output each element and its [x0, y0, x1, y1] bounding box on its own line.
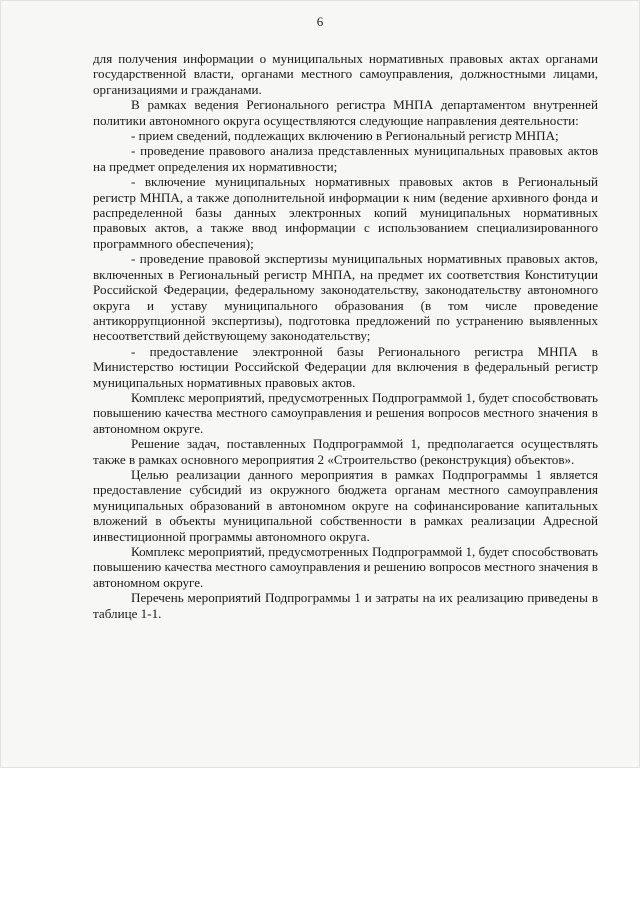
paragraph-table-reference: Перечень мероприятий Подпрограммы 1 и затраты на их реализацию приведены в таблице 1-1.: [93, 590, 598, 621]
list-item-electronic-base: - предоставление электронной базы Регионального регистра МНПА в Министерство юстиции Российской Федерации для включения в федеральный регистр муниципальных нормативных правовых актов.: [93, 343, 598, 390]
paragraph-register-intro: В рамках ведения Регионального регистра МНПА департаментом внутренней политики автономного округа осуществляются следующие направления деятельности:: [93, 97, 598, 128]
paragraph-continuation: для получения информации о муниципальных нормативных правовых актах органами государственной власти, органами местного самоуправления, должностными лицами, организациями и гражданами.: [93, 51, 598, 97]
paragraph-complex-measures: Комплекс мероприятий, предусмотренных Подпрограммой 1, будет способствовать повышению качества местного самоуправления и решения вопросов местного значения в автономном округе.: [93, 389, 598, 436]
paragraph-task-solution: Решение задач, поставленных Подпрограммой 1, предполагается осуществлять также в рамках основного мероприятия 2 «Строительство (реконструкция) объектов».: [93, 436, 598, 467]
paragraph-goal: Целью реализации данного мероприятия в рамках Подпрограммы 1 является предоставление субсидий из окружного бюджета органам местного самоуправления муниципальных образований в автономном округе на софинансирование капитальных вложений в объекты муниципальной собственности в рамках реализации Адресной инвестиционной программы автономного округа.: [93, 466, 598, 544]
document-body: [93, 51, 598, 621]
list-item-legal-expertise: - проведение правовой экспертизы муниципальных нормативных правовых актов, включенных в Региональный регистр МНПА, на предмет их соответствия Конституции Российской Федерации, федеральному законодательству, законодательству автономного округа и уставу муниципального образования (в том числе проведение антикоррупционной экспертизы), подготовка предложений по устранению выявленных несоответствий действующему законодательству;: [93, 251, 598, 344]
list-item-legal-analysis: - проведение правового анализа представленных муниципальных правовых актов на предмет определения их нормативности;: [93, 143, 598, 174]
list-item-receiving-data: - прием сведений, подлежащих включению в Региональный регистр МНПА;: [131, 128, 559, 144]
page-number: 6: [316, 14, 324, 29]
paragraph-complex-measures-2: Комплекс мероприятий, предусмотренных Подпрограммой 1, будет способствовать повышению качества местного самоуправления и решению вопросов местного значения в автономном округе.: [93, 544, 598, 590]
list-item-inclusion: - включение муниципальных нормативных правовых актов в Региональный регистр МНПА, а также дополнительной информации к ним (ведение архивного фонда и распределенной базы данных электронных копий муниципальных нормативных правовых актов, а также ввод информации с использованием специализированного программного обеспечения);: [93, 174, 598, 251]
